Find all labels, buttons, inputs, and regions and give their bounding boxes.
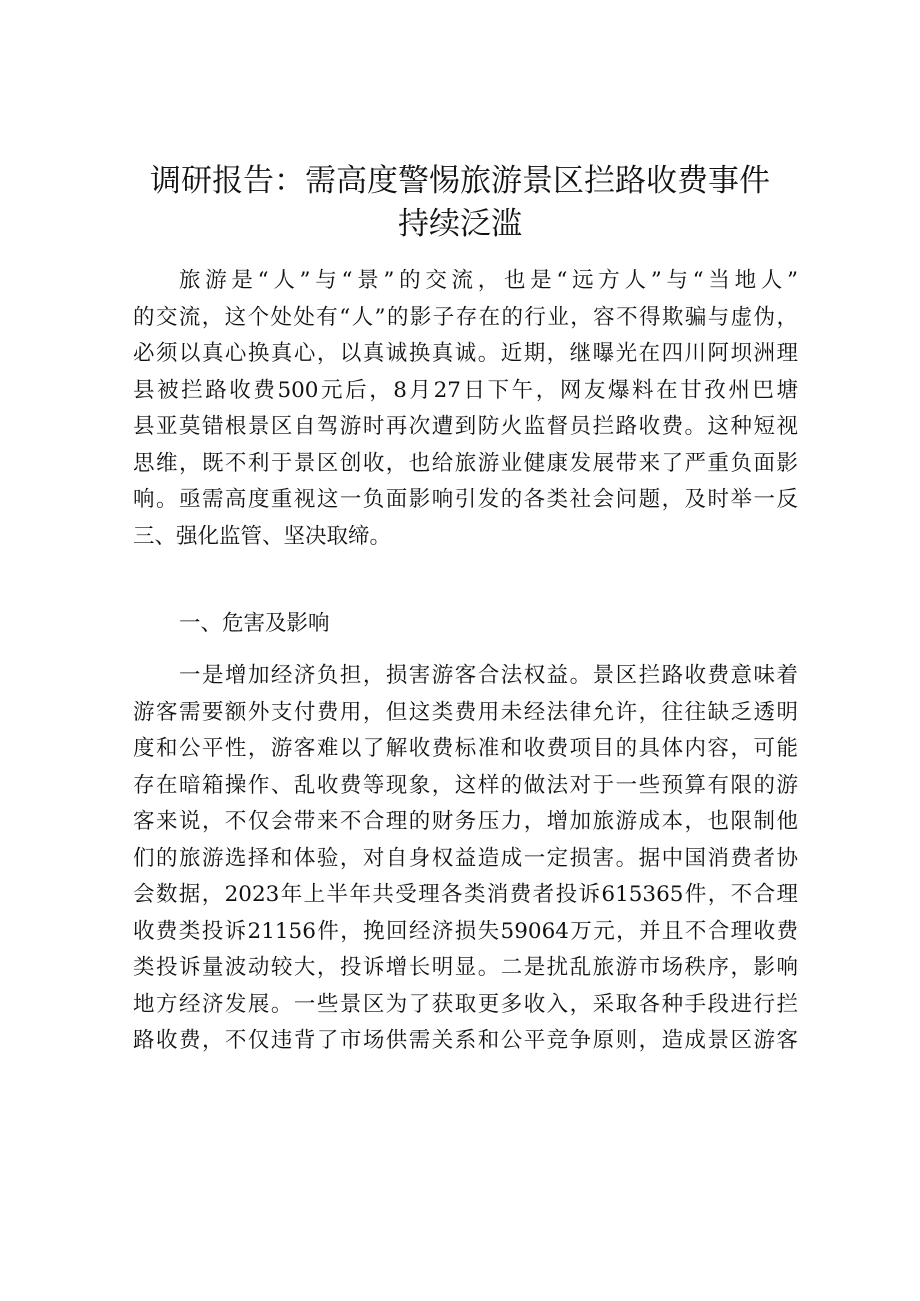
- title-line: 持续泛滥: [398, 206, 522, 242]
- paragraph-line: 必须以真心换真心，以真诚换真诚。近期，继曝光在四川阿坝洲理: [133, 341, 798, 366]
- document-title: [100, 160, 820, 246]
- paragraph-line: 县被拦路收费500元后，8月27日下午，网友爆料在甘孜州巴塘: [133, 377, 798, 403]
- paragraph-line: 旅游是“人”与“景”的交流，也是“远方人”与“当地人”: [179, 268, 798, 293]
- paragraph-line: 度和公平性，游客难以了解收费标准和收费项目的具体内容，可能: [133, 736, 798, 761]
- paragraph-line: 的交流，这个处处有“人”的影子存在的行业，容不得欺骗与虚伪，: [133, 304, 798, 330]
- intro-paragraph: [133, 263, 798, 555]
- section-paragraph: [133, 658, 798, 1060]
- paragraph-line: 收费类投诉21156件，挽回经济损失59064万元，并且不合理收费: [133, 918, 798, 944]
- paragraph-line: 地方经济发展。一些景区为了获取更多收入，采取各种手段进行拦: [133, 991, 798, 1017]
- paragraph-line: 游客需要额外支付费用，但这类费用未经法律允许，往往缺乏透明: [133, 699, 798, 725]
- title-line: 调研报告：需高度警惕旅游景区拦路收费事件: [150, 163, 770, 199]
- paragraph-line: 会数据，2023年上半年共受理各类消费者投诉615365件，不合理: [133, 882, 798, 907]
- paragraph-line: 路收费，不仅违背了市场供需关系和公平竞争原则，造成景区游客: [133, 1028, 798, 1053]
- paragraph-line: 三、强化监管、坚决取缔。: [133, 523, 392, 549]
- section-heading-text: 一、危害及影响: [179, 611, 330, 636]
- paragraph-line: 思维，既不利于景区创收，也给旅游业健康发展带来了严重负面影: [133, 450, 798, 476]
- section-heading: [133, 606, 798, 643]
- paragraph-line: 存在暗箱操作、乱收费等现象，这样的做法对于一些预算有限的游: [133, 772, 798, 798]
- paragraph-line: 们的旅游选择和体验，对自身权益造成一定损害。据中国消费者协: [133, 845, 798, 871]
- paragraph-line: 响。亟需高度重视这一负面影响引发的各类社会问题，及时举一反: [133, 487, 798, 512]
- paragraph-line: 一是增加经济负担，损害游客合法权益。景区拦路收费意味着: [179, 663, 798, 688]
- paragraph-line: 类投诉量波动较大，投诉增长明显。二是扰乱旅游市场秩序，影响: [133, 955, 798, 980]
- paragraph-line: 县亚莫错根景区自驾游时再次遭到防火监督员拦路收费。这种短视: [133, 414, 798, 439]
- paragraph-line: 客来说，不仅会带来不合理的财务压力，增加旅游成本，也限制他: [133, 809, 798, 834]
